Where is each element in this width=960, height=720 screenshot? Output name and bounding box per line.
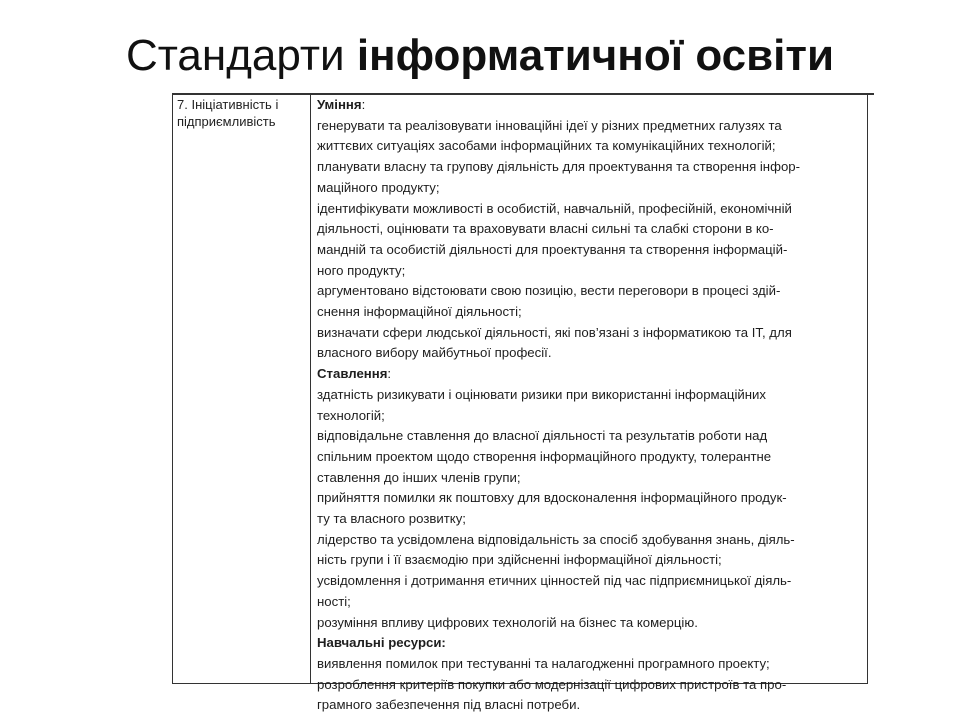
content-line	[317, 509, 865, 530]
content-line	[317, 550, 865, 571]
content-line	[317, 261, 865, 282]
content-line-text: ність групи і її взаємодію при здійсненні інформаційної діяльності;	[317, 552, 722, 568]
content-line	[317, 116, 865, 137]
content-line-text: мандній та особистій діяльності для проектування та створення інформацій-	[317, 241, 788, 257]
content-line-text: планувати власну та групову діяльність для проектування та створення інфор-	[317, 159, 801, 175]
content-line	[317, 488, 865, 509]
content-line-text: усвідомлення і дотримання етичних цінностей під час підприємницької діяль-	[317, 573, 792, 589]
content-line	[317, 675, 865, 696]
content-line	[317, 385, 865, 406]
section-heading	[317, 364, 865, 385]
section-heading-text: Уміння	[317, 97, 362, 112]
content-line-text: життєвих ситуаціях засобами інформаційних та комунікаційних технологій;	[317, 138, 776, 154]
content-line	[317, 323, 865, 344]
section-heading	[317, 633, 865, 654]
standards-table	[172, 94, 868, 713]
content-line-text: грамного забезпечення під власні потреби.	[317, 697, 581, 713]
content-line-text: відповідальне ставлення до власної діяльності та результатів роботи над	[317, 428, 768, 444]
section-heading-text: Ставлення	[317, 366, 388, 382]
content-line-text: лідерство та усвідомлена відповідальність за спосіб здобування знань, діяль-	[317, 531, 795, 547]
content-line-text: генерувати та реалізовувати інноваційні ідеї у різних предметних галузях та	[317, 117, 782, 133]
section-heading	[317, 95, 865, 116]
section-heading-colon: :	[387, 366, 392, 382]
content-line-text: ту та власного розвитку;	[317, 511, 466, 527]
content-line-text: ності;	[317, 593, 351, 609]
content-line	[317, 695, 865, 716]
content-line	[317, 468, 865, 489]
left-cell-line: 7. Ініціативність і	[177, 97, 279, 112]
section-heading-colon: :	[361, 97, 366, 112]
content-line	[317, 157, 865, 178]
content-line-text: діяльності, оцінювати та враховувати власні сильні та слабкі сторони в ко-	[317, 221, 774, 237]
content-line	[317, 426, 865, 447]
content-line	[317, 571, 865, 592]
content-line	[317, 530, 865, 551]
content-line-text: визначати сфери людської діяльності, які пов’язані з інформатикою та ІТ, для	[317, 324, 792, 340]
content-line-text: технологій;	[317, 407, 385, 423]
content-line	[317, 302, 865, 323]
slide-title-normal: Стандарти	[126, 31, 345, 80]
content-line-text: ставлення до інших членів групи;	[317, 469, 521, 485]
left-cell-line: підприємливість	[177, 114, 276, 129]
content-line	[317, 240, 865, 261]
content-line-text: здатність ризикувати і оцінювати ризики при використанні інформаційних	[317, 386, 767, 402]
content-line-text: ідентифікувати можливості в особистій, навчальній, професійній, економічній	[317, 200, 792, 216]
content-line	[317, 219, 865, 240]
content-line-text: прийняття помилки як поштовху для вдосконалення інформаційного продук-	[317, 490, 787, 506]
content-line	[317, 613, 865, 634]
content-line	[317, 199, 865, 220]
table-right-cell	[313, 94, 869, 716]
content-line	[317, 654, 865, 675]
content-line-text: маційного продукту;	[317, 179, 440, 195]
content-line	[317, 447, 865, 468]
content-line-text: власного вибору майбутньої професії.	[317, 345, 552, 361]
section-heading-text: Навчальні ресурси:	[317, 635, 446, 651]
content-line-text: спільним проектом щодо створення інформаційного продукту, толерантне	[317, 448, 772, 464]
content-line-text: аргументовано відстоювати свою позицію, вести переговори в процесі здій-	[317, 283, 781, 299]
content-line-text: снення інформаційної діяльності;	[317, 304, 522, 320]
content-line	[317, 178, 865, 199]
content-line-text: ного продукту;	[317, 262, 406, 278]
content-line	[317, 343, 865, 364]
content-line	[317, 281, 865, 302]
content-line-text: виявлення помилок при тестуванні та налагодженні програмного проекту;	[317, 655, 770, 671]
content-line-text: розроблення критеріїв покупки або модернізації цифрових пристроїв та про-	[317, 676, 787, 692]
content-line-text: розуміння впливу цифрових технологій на бізнес та комерцію.	[317, 614, 698, 630]
slide-title-bold: інформатичної освіти	[356, 31, 834, 80]
slide-title	[0, 26, 960, 86]
table-left-cell	[173, 94, 311, 683]
content-line	[317, 592, 865, 613]
content-line	[317, 136, 865, 157]
content-line	[317, 406, 865, 427]
